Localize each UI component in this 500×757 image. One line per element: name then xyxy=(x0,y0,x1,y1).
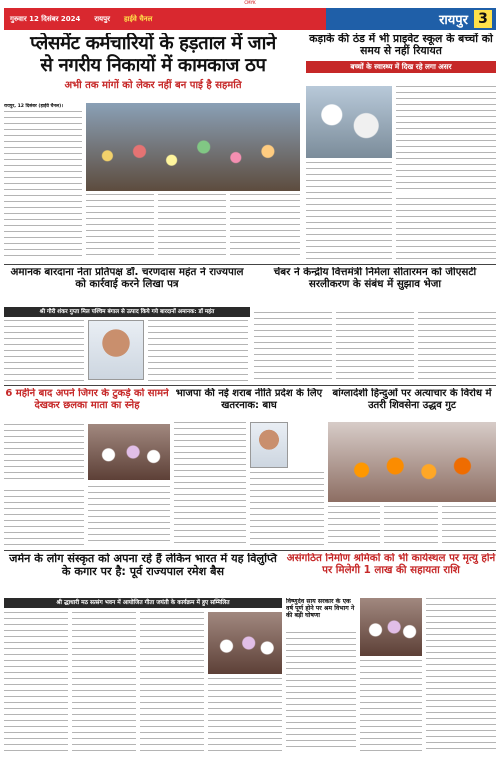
header-right-bar xyxy=(326,8,496,30)
mahant-subheadline: श्री गौरी शंकर गुप्ता मिल पश्चिम बंगाल से उत्पाद किये गये बारदानों अमानक: डॉ महंत xyxy=(4,307,250,317)
sitharaman-story xyxy=(254,267,496,307)
divider xyxy=(4,264,496,265)
color-registration-mark: CMYK xyxy=(244,0,256,5)
bagh-portrait-photo xyxy=(250,422,288,468)
section-name: रायपुर xyxy=(439,13,468,28)
header-left-bar xyxy=(4,8,326,30)
liquor-policy-body-col-2 xyxy=(250,472,324,546)
protest-crowd-photo xyxy=(86,103,300,191)
sanskrit-subheadline: श्री द्धाधारी मठ सत्संग भवन में आयोजित गीता जयंती के कार्यक्रम में हुए सम्मिलित xyxy=(4,598,282,608)
liquor-policy-headline: भाजपा की नई शराब नीति प्रदेश के लिए खतरनाक: बाघ xyxy=(175,388,323,411)
mahant-body-col-2 xyxy=(148,320,248,382)
divider xyxy=(4,550,496,551)
issue-date: गुरुवार 12 दिसंबर 2024 xyxy=(10,14,81,23)
sanskrit-body-col-2 xyxy=(72,612,136,752)
mahant-headline: अमानक बारदाना नेता प्रतिपक्ष डॉ. चरणदास महंत ने राज्यपाल को कार्रवाई करने लिखा पत्र xyxy=(10,267,244,290)
cold-body-col-3 xyxy=(396,198,496,260)
lead-body-col-3 xyxy=(158,194,226,260)
reunion-photo xyxy=(88,424,170,480)
lead-body-col-4 xyxy=(230,194,300,260)
city-label: रायपुर xyxy=(94,14,110,23)
page-header xyxy=(4,8,496,30)
shivsena-body-col-1 xyxy=(328,506,380,546)
shivsena-headline: बांग्लादेशी हिन्दुओं पर अत्याचार के विरोध में उतरी शिवसेना उद्धव गुट xyxy=(332,388,492,411)
sanskrit-body-col-1 xyxy=(4,612,68,752)
liquor-policy-story xyxy=(174,388,324,418)
page-number: 3 xyxy=(474,10,492,28)
labour-subhead-box xyxy=(286,598,356,628)
reunion-body-col-2 xyxy=(4,490,84,546)
lead-body-col-2 xyxy=(86,194,154,260)
shivsena-body-col-2 xyxy=(384,506,438,546)
sanskrit-headline: जर्मन के लोग संस्कृत को अपना रहे हैं लेकिन भारत में यह विलुप्ति के कगार पर है: पूर्व राज्यपाल रमेश बैस xyxy=(9,553,277,578)
labour-department-photo xyxy=(360,598,422,656)
labour-story xyxy=(286,553,496,597)
liquor-policy-body-col-1 xyxy=(174,422,246,546)
cold-subheadline: बच्चों के स्वास्थ्य में दिख रहे लगा असर xyxy=(306,61,496,73)
shivsena-body-col-3 xyxy=(442,506,496,546)
divider xyxy=(4,385,496,386)
sitharaman-body-col-1 xyxy=(254,312,332,382)
reunion-story xyxy=(4,388,170,420)
labour-body-col-1 xyxy=(286,632,356,752)
lead-dateline: रायपुर, 12 दिसंबर (हाईवे चैनल)। xyxy=(4,104,63,109)
cold-headline: कड़ाके की ठंड में भी प्राइवेट स्कूल के बच्चों को समय से नहीं रियायत xyxy=(309,33,493,58)
reunion-body-col-1 xyxy=(4,424,84,484)
children-school-photo xyxy=(306,86,392,158)
sanskrit-story xyxy=(4,553,282,597)
mahant-story xyxy=(4,267,250,307)
lead-subheadline: अभी तक मांगों को लेकर नहीं बन पाई है सहमति xyxy=(64,79,242,91)
shivsena-story xyxy=(328,388,496,418)
labour-subheadline: विष्णुदेव साय सरकार के एक वर्ष पूर्ण होने पर श्रम विभाग ने की बड़ी घोषणा xyxy=(286,598,355,620)
lead-headline-line-1: प्लेसमेंट कर्मचारियों के हड़ताल में जाने xyxy=(30,33,276,54)
cold-body-col-2 xyxy=(306,162,392,260)
sanskrit-body-col-3 xyxy=(140,612,204,752)
labour-body-col-3 xyxy=(426,598,496,752)
labour-body-col-2 xyxy=(360,660,422,752)
sitharaman-body-col-2 xyxy=(336,312,414,382)
gita-jayanti-photo xyxy=(208,612,282,674)
reunion-headline: 6 महीने बाद अपने जिगर के टुकड़े को सामने देखकर छलका माता का स्नेह xyxy=(5,388,169,411)
mahant-body-col-1 xyxy=(4,320,84,382)
labour-headline: असंगठित निर्माण श्रमिकों को भी कार्यस्थल पर मृत्यु होने पर मिलेगी 1 लाख की सहायता राशि xyxy=(286,553,496,576)
reunion-body-col-3 xyxy=(88,486,170,546)
sanskrit-body-col-4 xyxy=(208,678,282,752)
lead-headline-line-2: से नगरीय निकायों में कामकाज ठप xyxy=(40,55,266,77)
mahant-portrait-photo xyxy=(88,320,144,380)
sitharaman-body-col-3 xyxy=(418,312,496,382)
lead-body-col-1 xyxy=(4,103,82,261)
newspaper-name: हाईवे चैनल xyxy=(123,14,153,23)
lead-body-text xyxy=(4,111,82,261)
cold-body-col-1 xyxy=(396,86,496,194)
sitharaman-headline: चेंबर ने केन्द्रीय वित्तमंत्री निर्मला सीतारमन को जीएसटी सरलीकरण के संबंध में सुझाव भेजा xyxy=(273,267,477,290)
shivsena-protest-photo xyxy=(328,422,496,502)
